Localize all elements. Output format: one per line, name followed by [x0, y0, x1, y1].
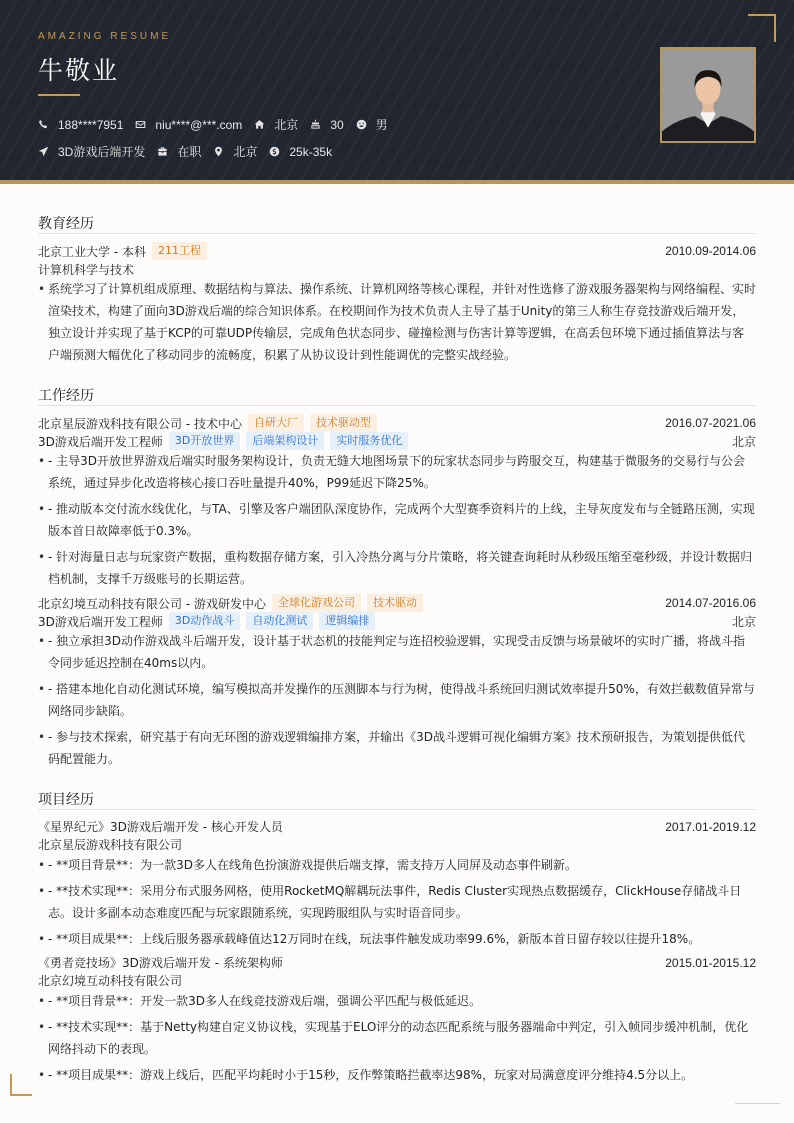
- name-underline: [38, 94, 80, 96]
- email-item: [135, 118, 242, 132]
- company-tag: 技术驱动型: [310, 414, 377, 432]
- role-tag: 后端架构设计: [246, 432, 324, 450]
- job-company: 北京星辰游戏科技有限公司 - 技术中心: [38, 416, 242, 431]
- project-bullet: • - **技术实现**：基于Netty构建自定义协议栈，实现基于ELO评分的动态匹配系统与服务器端命中判定，引入帧同步缓冲机制，优化网络抖动下的表现。: [38, 1016, 756, 1060]
- salary-range: 25k-35k: [289, 144, 333, 159]
- phone-icon: [38, 119, 49, 130]
- current-city: 北京: [274, 118, 299, 132]
- job-intent-row: [38, 143, 344, 160]
- gender-icon: [356, 119, 367, 130]
- job-role: 3D游戏后端开发工程师: [38, 614, 163, 629]
- candidate-name: 牛敬业: [38, 56, 120, 85]
- corner-decoration: [748, 14, 776, 42]
- job-bullet: • - 搭建本地化自动化测试环境，编写模拟高并发操作的压测脚本与行为树，使得战斗系统回归测试效率提升50%，有效拦截数值异常与网络同步缺陷。: [38, 678, 756, 722]
- job-bullet: • - 独立承担3D动作游戏战斗后端开发，设计基于状态机的技能判定与连招校验逻辑，实现受击反馈与场景破坏的实时广播，将战斗指令同步延迟控制在40ms以内。: [38, 630, 756, 674]
- section-title-projects: 项目经历: [38, 792, 94, 808]
- mail-icon: [135, 119, 146, 130]
- role-tag: 逻辑编排: [319, 612, 375, 630]
- project-company-row: [38, 972, 756, 989]
- city-item: [254, 116, 298, 133]
- school-tag: 211工程: [152, 242, 207, 260]
- resume-header: [0, 0, 794, 184]
- profile-photo: [660, 47, 756, 143]
- project-name: 《星界纪元》3D游戏后端开发 - 核心开发人员: [38, 820, 283, 834]
- salary-item: [269, 145, 332, 159]
- gender-item: [356, 116, 388, 133]
- project-name: 《勇者竞技场》3D游戏后端开发 - 系统架构师: [38, 956, 283, 970]
- company-tag: 技术驱动: [367, 594, 423, 612]
- education-major-row: [38, 261, 756, 278]
- target-city: 北京: [233, 145, 258, 159]
- job-location: 北京: [731, 614, 756, 629]
- project-bullet: • - **项目背景**：为一款3D多人在线角色扮演游戏提供后端支撑，需支持万人同屏及动态事件刷新。: [38, 854, 756, 876]
- corner-decoration: [10, 1074, 32, 1096]
- corner-decoration: [735, 1103, 780, 1104]
- education-header-row: [38, 242, 756, 260]
- role-tag: 3D开放世界: [169, 432, 240, 450]
- project-company: 北京幻境互动科技有限公司: [38, 974, 183, 988]
- location-icon: [213, 146, 224, 157]
- job-role: 3D游戏后端开发工程师: [38, 434, 163, 449]
- age-value: 30: [330, 117, 344, 132]
- role-tag: 自动化测试: [246, 612, 313, 630]
- home-icon: [254, 119, 265, 130]
- project-company-row: [38, 836, 756, 853]
- education-period: 2010.09-2014.06: [665, 244, 756, 258]
- section-divider: [38, 233, 756, 234]
- job-status: 在职: [177, 145, 202, 159]
- job-role-row: [38, 432, 756, 450]
- phone-number: 188****7951: [58, 117, 124, 132]
- gender-value: 男: [375, 118, 388, 132]
- project-bullet: • - **项目成果**：游戏上线后，匹配平均耗时小于15秒，反作弊策略拦截率达98%，玩家对局满意度评分维持4.5分以上。: [38, 1064, 756, 1086]
- job-bullet: • - 主导3D开放世界游戏后端实时服务架构设计，负责无缝大地图场景下的玩家状态同步与跨服交互，构建基于微服务的交易行与公会系统，通过异步化改造将核心接口吞吐量提升40%，P99延迟下降25%。: [38, 450, 756, 494]
- project-company: 北京星辰游戏科技有限公司: [38, 838, 183, 852]
- section-title-education: 教育经历: [38, 216, 94, 232]
- project-period: 2017.01-2019.12: [665, 819, 756, 834]
- company-tag: 自研大厂: [248, 414, 304, 432]
- job-bullet: • - 参与技术探索，研究基于有向无环图的游戏逻辑编排方案，并输出《3D战斗逻辑可视化编辑方案》技术预研报告，为策划提供低代码配置能力。: [38, 726, 756, 770]
- job-role-row: [38, 612, 756, 630]
- target-position-item: [38, 143, 145, 160]
- contact-row: [38, 116, 400, 133]
- project-bullet: • - **项目背景**：开发一款3D多人在线竞技游戏后端，强调公平匹配与极低延迟。: [38, 990, 756, 1012]
- project-header-row: [38, 818, 756, 835]
- target-city-item: [213, 143, 257, 160]
- section-divider: [38, 809, 756, 810]
- job-bullet: • - 推动版本交付流水线优化，与TA、引擎及客户端团队深度协作，完成两个大型赛季资料片的上线，主导灰度发布与全链路压测，实现版本首日故障率低于0.3%。: [38, 498, 756, 542]
- cake-icon: [310, 119, 321, 130]
- status-item: [157, 143, 201, 160]
- company-tag: 全球化游戏公司: [272, 594, 361, 612]
- section-divider: [38, 405, 756, 406]
- job-bullet: • - 针对海量日志与玩家资产数据，重构数据存储方案，引入冷热分离与分片策略，将关键查询耗时从秒级压缩至毫秒级，并设计数据归档机制，支撑千万级账号的长期运营。: [38, 546, 756, 590]
- job-location: 北京: [731, 434, 756, 449]
- send-icon: [38, 146, 49, 157]
- briefcase-icon: [157, 146, 168, 157]
- target-position: 3D游戏后端开发: [58, 145, 146, 159]
- education-description: • 系统学习了计算机组成原理、数据结构与算法、操作系统、计算机网络等核心课程，并针对性选修了游戏服务器架构与网络编程、实时渲染技术，构建了面向3D游戏后端的综合知识体系。在校期间作为技术负责人主导了基于Unity的第三人称生存竞技游戏后端开发，独立设计并实现了基于KCP的可靠UDP传输层，完成角色状态同步、碰撞检测与伤害计算等逻辑，在高丢包环境下通过插值算法与客户端预测大幅优化了移动同步的流畅度，积累了从协议设计到性能调优的完整实战经验。: [38, 278, 756, 366]
- project-header-row: [38, 954, 756, 971]
- age-item: [310, 118, 343, 132]
- brand-label: AMAZING RESUME: [38, 31, 172, 42]
- job-company: 北京幻境互动科技有限公司 - 游戏研发中心: [38, 596, 266, 611]
- job-company-row: [38, 414, 756, 432]
- section-title-work: 工作经历: [38, 388, 94, 404]
- job-company-row: [38, 594, 756, 612]
- job-period: 2016.07-2021.06: [665, 416, 756, 430]
- role-tag: 实时服务优化: [330, 432, 408, 450]
- money-icon: [269, 146, 280, 157]
- project-bullet: • - **技术实现**：采用分布式服务网格，使用RocketMQ解耦玩法事件，Redis Cluster实现热点数据缓存，ClickHouse存储战斗日志。设计多副本动态难度匹配与玩家跟随系统，实现跨服组队与实时语音同步。: [38, 880, 756, 924]
- project-bullet: • - **项目成果**：上线后服务器承载峰值达12万同时在线，玩法事件触发成功率99.6%，新版本首日留存较以往提升18%。: [38, 928, 756, 950]
- phone-item: [38, 118, 123, 132]
- role-tag: 3D动作战斗: [169, 612, 240, 630]
- school-degree: 北京工业大学 - 本科: [38, 244, 146, 259]
- job-period: 2014.07-2016.06: [665, 596, 756, 610]
- project-period: 2015.01-2015.12: [665, 955, 756, 970]
- major: 计算机科学与技术: [38, 263, 135, 277]
- email-address: niu****@***.com: [155, 117, 243, 132]
